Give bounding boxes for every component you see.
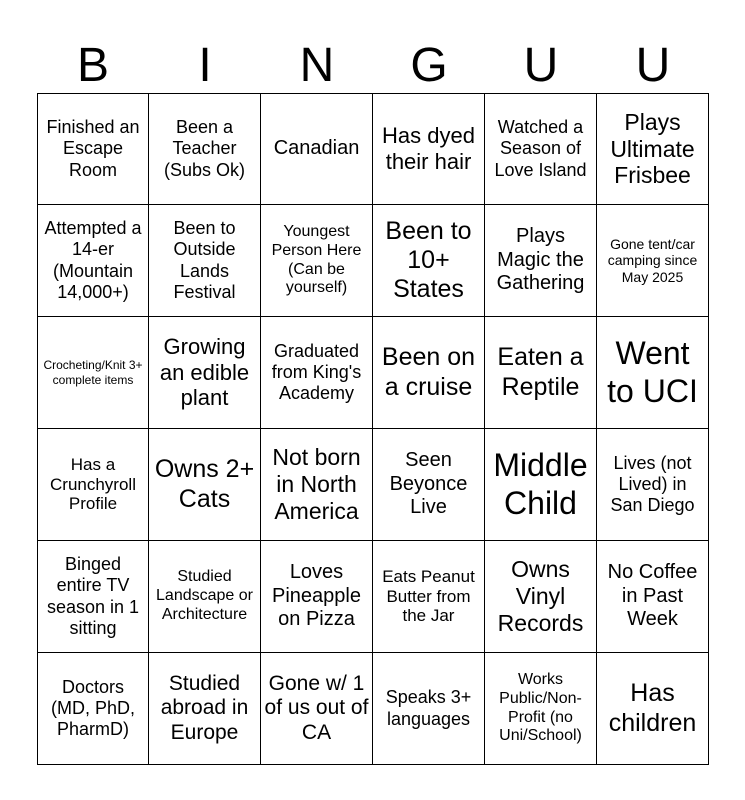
bingo-cell[interactable] [37,653,149,765]
bingo-cell[interactable] [597,429,709,541]
bingo-cell[interactable] [485,541,597,653]
bingo-cell-label: Has a Crunchyroll Profile [50,454,136,514]
bingo-cell-label: Seen Beyonce Live [389,449,468,519]
bingo-cell-label: Eats Peanut Butter from the Jar [382,566,475,626]
bingo-cell[interactable] [597,93,709,205]
bingo-cell-label: Not born in North America [272,444,361,524]
bingo-cell-label: Been a Teacher (Subs Ok) [163,117,246,180]
bingo-cell-label: Attempted a 14-er (Mountain 14,000+) [44,218,142,302]
bingo-cell[interactable] [373,429,485,541]
bingo-cell-label: Eaten a Reptile [497,343,584,401]
bingo-cell-label: Crocheting/Knit 3+ complete items [43,358,143,387]
header-letter-b: B [76,39,109,92]
bingo-cell[interactable] [149,429,261,541]
header-letter-u: U [523,39,559,92]
header-letter-g: G [410,39,448,92]
header-letter-i: I [198,39,212,92]
bingo-cell-label: Plays Ultimate Frisbee [610,108,695,189]
bingo-cell-label: Graduated from King's Academy [271,340,362,404]
bingo-cell[interactable] [485,93,597,205]
bingo-cell[interactable] [373,653,485,765]
bingo-cell[interactable] [149,653,261,765]
bingo-cell-label: Watched a Season of Love Island [494,117,587,180]
bingo-cell-label: Been to 10+ States [385,216,472,304]
bingo-cell-label: Went to UCI [607,335,698,409]
bingo-cell[interactable] [37,93,149,205]
bingo-cell-label: Finished an Escape Room [46,117,140,180]
bingo-cell[interactable] [373,317,485,429]
bingo-cell[interactable] [485,653,597,765]
bingo-header [37,38,709,94]
bingo-cell[interactable] [373,541,485,653]
bingo-cell-label: Gone tent/car camping since May 2025 [607,235,698,285]
bingo-cell-label: Lives (not Lived) in San Diego [610,452,695,516]
bingo-cell-label: Has dyed their hair [382,123,475,174]
bingo-cell[interactable] [37,429,149,541]
bingo-cell[interactable] [261,429,373,541]
bingo-cell[interactable] [149,541,261,653]
bingo-cell[interactable] [485,429,597,541]
header-letter-u2: U [635,39,671,92]
bingo-cell-label: Works Public/Non-Profit (no Uni/School) [499,671,582,745]
bingo-cell-label: Been to Outside Lands Festival [173,218,236,302]
bingo-cell-label: Growing an edible plant [159,333,250,411]
bingo-cell[interactable] [261,93,373,205]
bingo-cell[interactable] [261,653,373,765]
bingo-cell[interactable] [37,205,149,317]
bingo-cell[interactable] [37,317,149,429]
bingo-cell-label: Studied Landscape or Architecture [156,568,253,623]
bingo-cell-label: Youngest Person Here (Can be yourself) [271,223,362,297]
bingo-cell-label: Canadian [273,137,360,160]
bingo-cell[interactable] [261,541,373,653]
bingo-cell-label: Speaks 3+ languages [385,687,472,729]
bingo-cell[interactable] [149,317,261,429]
bingo-cell[interactable] [597,205,709,317]
bingo-cell[interactable] [149,93,261,205]
bingo-cell-label: Owns Vinyl Records [497,556,584,636]
bingo-cell-label: Has children [608,679,697,737]
bingo-cell[interactable] [485,205,597,317]
bingo-cell[interactable] [597,317,709,429]
bingo-cell[interactable] [149,205,261,317]
header-letter-n: N [299,39,335,92]
bingo-cell[interactable] [37,541,149,653]
bingo-board [37,93,709,765]
bingo-cell[interactable] [261,205,373,317]
bingo-cell-label: Gone w/ 1 of us out of CA [264,671,369,744]
bingo-cell-label: Middle Child [493,447,588,521]
bingo-cell[interactable] [373,93,485,205]
bingo-cell[interactable] [597,541,709,653]
bingo-cell[interactable] [485,317,597,429]
bingo-cell-label: Doctors (MD, PhD, PharmD) [50,676,135,740]
bingo-cell[interactable] [261,317,373,429]
bingo-cell-label: Owns 2+ Cats [154,455,255,513]
bingo-cell-label: Binged entire TV season in 1 sitting [46,554,140,638]
bingo-cell-label: Loves Pineapple on Pizza [272,561,361,631]
bingo-cell-label: Been on a cruise [381,343,476,401]
bingo-cell-label: Plays Magic the Gathering [496,225,585,295]
bingo-cell[interactable] [597,653,709,765]
bingo-cell-label: Studied abroad in Europe [160,671,249,744]
bingo-cell[interactable] [373,205,485,317]
bingo-cell-label: No Coffee in Past Week [607,561,698,631]
